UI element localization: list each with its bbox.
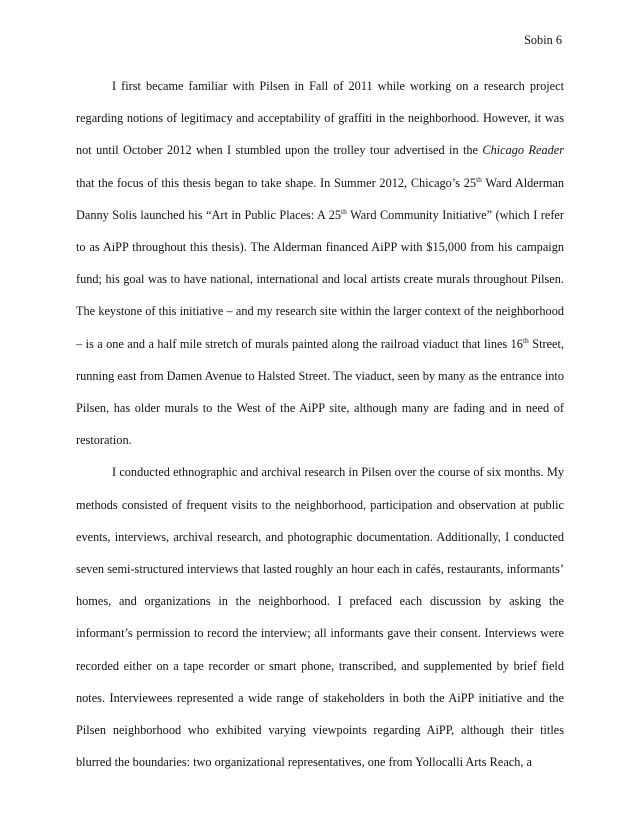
text-run: Ward Community Initiative” (which I refer to as AiPP throughout this thesis). The Alderman financed AiPP with $15,000 from his campaign fund; his goal was to have national, international and local artists create murals throughout Pilsen. The keystone of this initiative – and my research site within the larger context of the neighborhood – is a one and a half mile stretch of murals painted along the railroad viaduct that lines 16	[76, 207, 564, 351]
superscript-text: th	[341, 206, 347, 216]
page-number-label: Sobin 6	[524, 33, 562, 47]
text-run: that the focus of this thesis began to take shape. In Summer 2012, Chicago’s 25	[76, 175, 477, 190]
text-run: Ward Alderman Danny Solis launched his “Art in Public Places: A 25	[76, 175, 564, 222]
italic-text: Chicago Reader	[482, 143, 564, 158]
text-run: I first became familiar with Pilsen in Fall of 2011 while working on a research project regarding notions of legitimacy and acceptability of graffiti in the neighborhood. However, it was not until October 2012 when I stumbled upon the trolley tour advertised in the	[76, 79, 564, 158]
paragraph	[76, 70, 564, 456]
text-run: Street, running east from Damen Avenue to Halsted Street. The viaduct, seen by many as the entrance into Pilsen, has older murals to the West of the AiPP site, although many are fading and in need of restoration.	[76, 336, 564, 448]
superscript-text: th	[522, 335, 529, 345]
body-text	[76, 70, 564, 778]
page-header	[524, 33, 562, 48]
paragraph	[76, 456, 564, 778]
text-run: I conducted ethnographic and archival research in Pilsen over the course of six months. My methods consisted of frequent visits to the neighborhood, participation and observation at public events, interviews, archival research, and photographic documentation. Additionally, I conducted seven semi-structured interviews that lasted roughly an hour each in cafés, restaurants, informants’ homes, and organizations in the neighborhood. I prefaced each discussion by asking the informant’s permission to record the interview; all informants gave their consent. Interviews were recorded either on a tape recorder or smart phone, transcribed, and supplemented by brief field notes. Interviewees represented a wide range of stakeholders in both the AiPP initiative and the Pilsen neighborhood who exhibited varying viewpoints regarding AiPP, although their titles blurred the boundaries: two organizational representatives, one from Yollocalli Arts Reach, a	[76, 465, 564, 770]
superscript-text: th	[476, 174, 482, 184]
